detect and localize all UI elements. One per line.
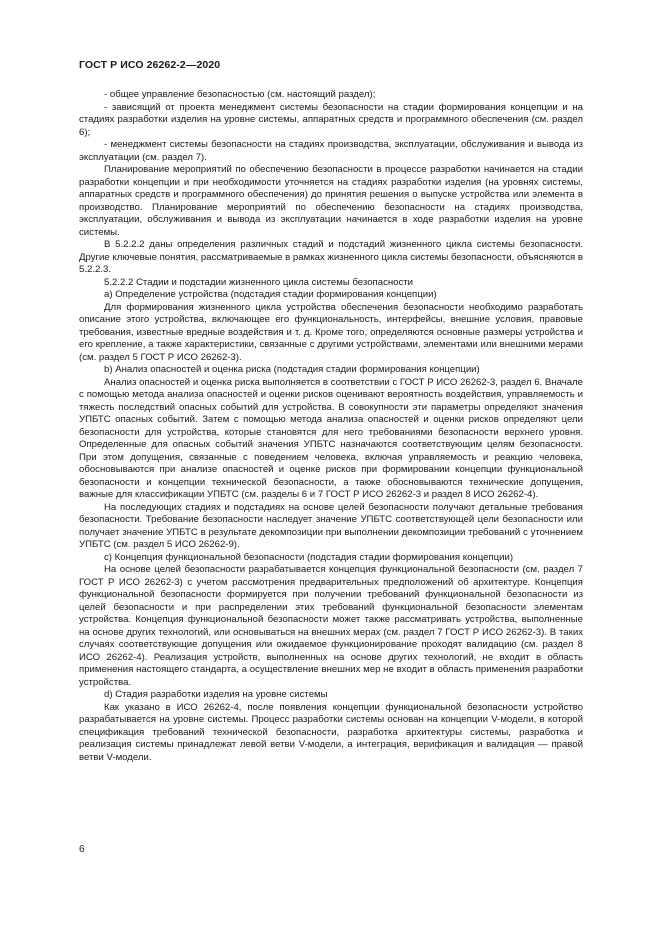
paragraph: Планирование мероприятий по обеспечению безопасности в процессе разработки начинается на стадии разработки концепции и при необходимости уточняется на стадиях разработки изделия (на уровнях системы, аппаратных средств и программного обеспечения) до принятия решения о выпуске устройства или элемента в производство. Планирование мероприятий по обеспечению безопасности на стадиях производства, эксплуатации, обслуживания и вывода из эксплуатации начинается в ходе разработки изделия на уровне системы. bbox=[79, 164, 583, 238]
paragraph: - зависящий от проекта менеджмент системы безопасности на стадии формирования концепции и на стадиях разработки изделия на уровне системы, аппаратных средств и программного обеспечения (см. раздел 6); bbox=[79, 101, 583, 138]
paragraph: На последующих стадиях и подстадиях на основе целей безопасности получают детальные требования безопасности. Требование безопасности наследует значение УПБТС соответствующей цели безопасности или получает значение УПБТС в результате декомпозиции при выполнении декомпозиции требований с уточнением УПБТС (см. раздел 5 ИСО 26262-9). bbox=[79, 501, 583, 550]
body-text bbox=[79, 89, 583, 764]
subsection-heading: a) Определение устройства (подстадия стадии формирования концепции) bbox=[104, 289, 437, 300]
paragraph: Для формирования жизненного цикла устройства обеспечения безопасности необходимо разработать описание этого устройства, включающее его функциональность, интерфейсы, внешние условия, правовые требования, известные вредные воздействия и т. д. Кроме того, определяются основные размеры устройства и его крепление, а также характеристики, связанные с другими устройствами, элементами или внешними мерами (см. раздел 5 ГОСТ Р ИСО 26262-3). bbox=[79, 301, 583, 363]
subsection-heading: b) Анализ опасностей и оценка риска (подстадия стадии формирования концепции) bbox=[104, 364, 480, 375]
paragraph: Анализ опасностей и оценка риска выполняется в соответствии с ГОСТ Р ИСО 26262-3, раздел 6. Вначале с помощью метода анализа опасностей и оценки рисков оценивают вероятность воздействия, управляемость и тяжесть последствий опасных событий для устройства. В совокупности эти параметры определяют значения УПБТС опасных событий. Затем с помощью метода анализа опасностей и оценки рисков определяют цели безопасности для устройства, которые становятся для него требованиями безопасности верхнего уровня. Определенные для опасных событий значения УПБТС назначаются соответствующим целям безопасности. При этом допущения, связанные с поведением человека, включая управляемость и реакцию человека, обосновываются при анализе опасностей и оценке рисков при формировании концепции функциональной безопасности и концепции технической безопасности, а также обосновываются технические допущения, важные для классификации УПБТС (см. разделы 6 и 7 ГОСТ Р ИСО 26262-3 и раздел 8 ИСО 26262-4). bbox=[79, 376, 583, 500]
standard-header: ГОСТ Р ИСО 26262-2—2020 bbox=[79, 59, 221, 71]
paragraph: - общее управление безопасностью (см. настоящий раздел); bbox=[104, 89, 376, 100]
paragraph: В 5.2.2.2 даны определения различных стадий и подстадий жизненного цикла системы безопасности. Другие ключевые понятия, рассматриваемые в рамках жизненного цикла системы безопасности, объясняются в 5.2.2.3. bbox=[79, 239, 583, 275]
subsection-heading: c) Концепция функциональной безопасности (подстадия стадии формирования концепции) bbox=[104, 551, 514, 563]
paragraph: - менеджмент системы безопасности на стадиях производства, эксплуатации, обслуживания и вывода из эксплуатации (см. раздел 7). bbox=[79, 139, 583, 163]
page-number: 6 bbox=[79, 844, 85, 855]
paragraph: Как указано в ИСО 26262-4, после появления концепции функциональной безопасности устройство разрабатывается на уровне системы. Процесс разработки системы основан на концепции V-модели, в которой спецификация требований технической безопасности, разработка архитектуры системы, разработка и реализация системы принадлежат левой ветви V-модели, а интеграция, верификация и валидация — правой ветви V-модели. bbox=[79, 701, 583, 763]
section-heading: 5.2.2.2 Стадии и подстадии жизненного цикла системы безопасности bbox=[104, 276, 414, 288]
paragraph: На основе целей безопасности разрабатывается концепция функциональной безопасности (см. раздел 7 ГОСТ Р ИСО 26262-3) с учетом рассмотрения предварительных предположений об архитектуре. Концепция функциональной безопасности формируется при получении требований функциональной безопасности из целей безопасности и при распределении этих требований функциональной безопасности элементам устройства. Концепция функциональной безопасности может также рассматривать устройства, выполненные на основе других технологий, или основываться на внешних мерах (см. раздел 7 ГОСТ Р ИСО 26262-3). В таких случаях соответствующие допущения или ожидаемое функционирование проходят валидацию (см. раздел 8 ИСО 26262-4). Реализация устройств, выполненных на основе других технологий, не входит в область применения настоящего стандарта, а осуществление внешних мер не входит в область применения разработки устройства. bbox=[79, 564, 583, 688]
subsection-heading: d) Стадия разработки изделия на уровне системы bbox=[104, 689, 328, 700]
